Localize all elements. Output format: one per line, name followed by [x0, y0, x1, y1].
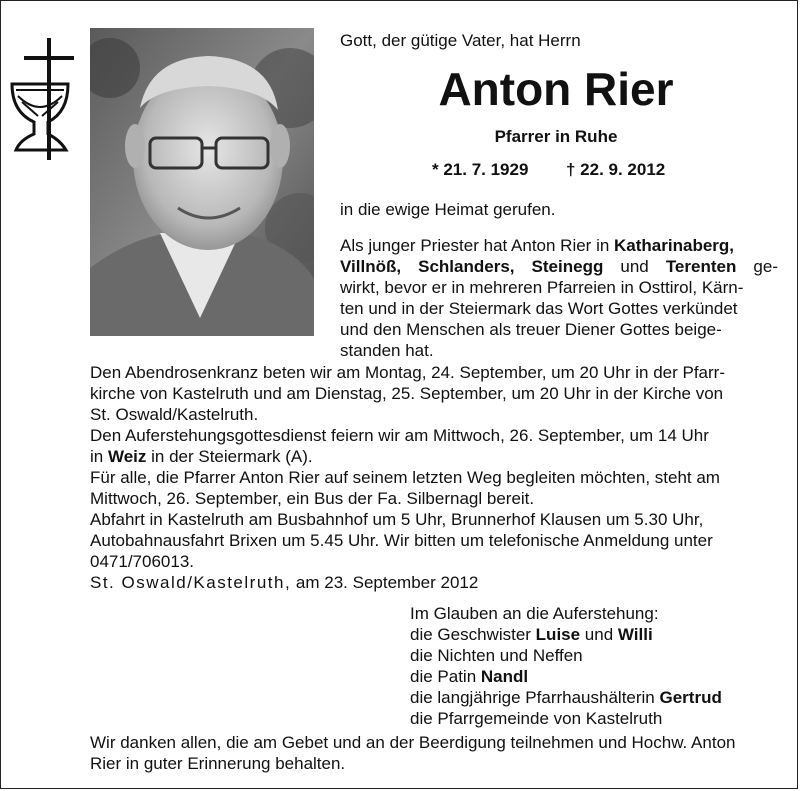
mourners-header: Im Glauben an die Auferstehung: [410, 604, 659, 623]
place-date-line [90, 572, 478, 593]
thanks-line-1: Wir danken allen, die am Gebet und an der Beerdigung teilnehmen und Hochw. Anton [90, 733, 736, 752]
cross-chalice-icon [8, 38, 90, 162]
mourners-line-5: die Pfarrgemeinde von Kastelruth [410, 709, 663, 728]
bus-line-4: Autobahnausfahrt Brixen um 5.45 Uhr. Wir bitten um telefonische Anmeldung unter [90, 531, 713, 550]
birth-date: * 21. 7. 1929 [432, 160, 529, 179]
rosary-line-1: Den Abendrosenkranz beten wir am Montag, 24. September, um 20 Uhr in der Pfarr- [90, 363, 725, 382]
bio-line-1 [340, 235, 778, 256]
mourners-line-3 [410, 666, 528, 687]
place-katharinaberg: Katharinaberg, [614, 236, 735, 255]
bio-line-6: standen hat. [340, 341, 434, 360]
bio-line-3: wirkt, bevor er in mehreren Pfarreien in Osttirol, Kärn- [340, 278, 744, 297]
mourner-gertrud: Gertrud [659, 688, 722, 707]
mourners-text-3: die Patin [410, 667, 481, 686]
thanks-line-2: Rier in guter Erinnerung behalten. [90, 754, 346, 773]
bio-line-5: und den Menschen als treuer Diener Gottes beige- [340, 320, 722, 339]
bio-line-4: ten und in der Steiermark das Wort Gottes verkündet [340, 299, 738, 318]
mourners-text-4: die langjährige Pfarrhaushälterin [410, 688, 660, 707]
bio-text: Als junger Priester hat Anton Rier in [340, 236, 615, 255]
funeral-text-end: in der Steiermark (A). [146, 447, 313, 466]
rosary-line-2: kirche von Kastelruth und am Dienstag, 25. September, um 20 Uhr in der Kirche von [90, 384, 724, 403]
bio-and: und [620, 257, 649, 276]
place-villnoess: Villnöß, [340, 257, 402, 276]
bio-hyphen: ge- [753, 257, 778, 276]
date-text: am 23. September 2012 [295, 573, 479, 592]
portrait-photo [90, 28, 314, 336]
place-text: St. Oswald/Kastelruth, [90, 573, 292, 592]
mourners-line-2: die Nichten und Neffen [410, 646, 583, 665]
mourner-willi: Willi [617, 625, 653, 644]
place-steinegg: Steinegg [531, 257, 604, 276]
place-schlanders: Schlanders, [418, 257, 515, 276]
mourners-line-1 [410, 624, 653, 645]
funeral-text: in [90, 447, 108, 466]
death-date: † 22. 9. 2012 [566, 160, 666, 179]
called-text: in die ewige Heimat gerufen. [340, 200, 556, 219]
place-terenten: Terenten [665, 257, 737, 276]
intro-text: Gott, der gütige Vater, hat Herrn [340, 31, 581, 50]
bio-line-2 [340, 256, 778, 277]
place-weiz: Weiz [107, 447, 147, 466]
funeral-line-2 [90, 446, 313, 467]
bus-line-2: Mittwoch, 26. September, ein Bus der Fa. Silbernagl bereit. [90, 489, 535, 508]
mourners-line-4 [410, 687, 722, 708]
bus-line-5: 0471/706013. [90, 552, 194, 571]
deceased-title: Pfarrer in Ruhe [494, 127, 618, 146]
bus-line-3: Abfahrt in Kastelruth am Busbahnhof um 5 Uhr, Brunnerhof Klausen um 5.30 Uhr, [90, 510, 704, 529]
deceased-name: Anton Rier [438, 63, 674, 115]
mourner-nandl: Nandl [480, 667, 529, 686]
mourners-text: die Geschwister [410, 625, 536, 644]
mourner-luise: Luise [535, 625, 581, 644]
rosary-line-3: St. Oswald/Kastelruth. [90, 405, 259, 424]
mourners-and: und [580, 625, 618, 644]
funeral-line-1: Den Auferstehungsgottesdienst feiern wir am Mittwoch, 26. September, um 14 Uhr [90, 426, 709, 445]
bus-line-1: Für alle, die Pfarrer Anton Rier auf seinem letzten Weg begleiten möchten, steht am [90, 468, 720, 487]
